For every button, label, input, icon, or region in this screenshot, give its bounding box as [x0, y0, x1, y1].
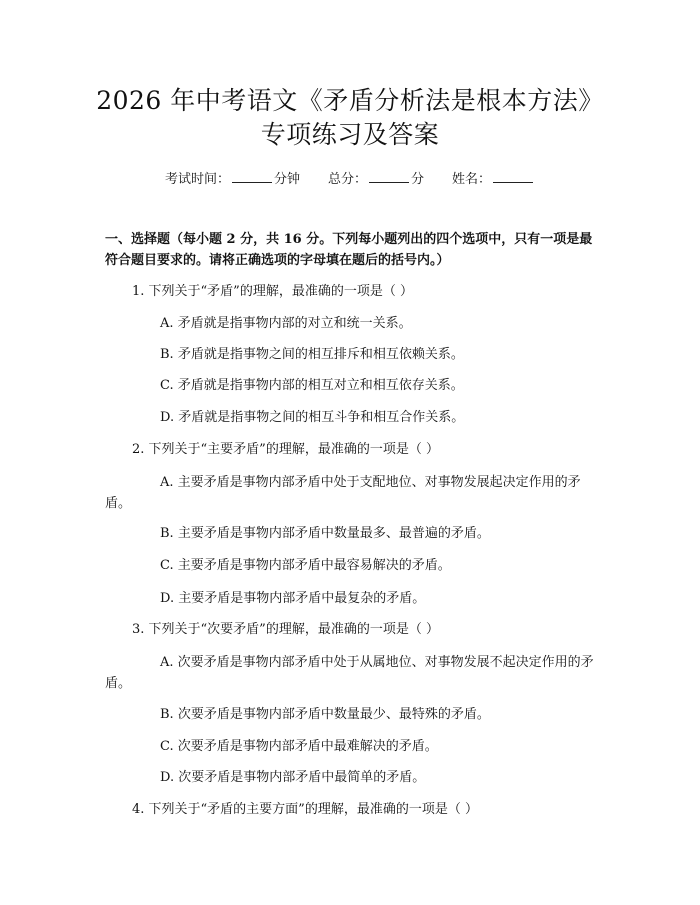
page-title-line-2: 专项练习及答案 [260, 120, 440, 149]
question-1-option-d: D. 矛盾就是指事物之间的相互斗争和相互合作关系。 [160, 410, 465, 425]
question-3-option-a: A. 次要矛盾是事物内部矛盾中处于从属地位、对事物发展不起决定作用的矛盾。 [105, 655, 594, 691]
time-blank[interactable] [232, 170, 272, 183]
score-blank[interactable] [369, 170, 409, 183]
page-title-line-1: 2026 年中考语文《矛盾分析法是根本方法》 [96, 86, 604, 115]
question-2-option-a: A. 主要矛盾是事物内部矛盾中处于支配地位、对事物发展起决定作用的矛盾。 [105, 475, 581, 511]
score-label: 总分： [327, 172, 367, 187]
question-1-option-a: A. 矛盾就是指事物内部的对立和统一关系。 [160, 316, 412, 331]
question-2-stem: 2. 下列关于“主要矛盾”的理解，最准确的一项是（ ） [132, 442, 439, 457]
question-3-option-b: B. 次要矛盾是事物内部矛盾中数量最少、最特殊的矛盾。 [160, 707, 490, 722]
question-2-option-c: C. 主要矛盾是事物内部矛盾中最容易解决的矛盾。 [160, 558, 451, 573]
score-unit: 分 [411, 172, 425, 187]
question-1-option-b: B. 矛盾就是指事物之间的相互排斥和相互依赖关系。 [160, 347, 464, 362]
question-1-option-c: C. 矛盾就是指事物内部的相互对立和相互依存关系。 [160, 378, 464, 393]
time-unit: 分钟 [273, 172, 300, 187]
question-2-option-d: D. 主要矛盾是事物内部矛盾中最复杂的矛盾。 [160, 591, 426, 606]
exam-meta [0, 170, 700, 189]
question-1-stem: 1. 下列关于“矛盾”的理解，最准确的一项是（ ） [132, 284, 413, 299]
name-blank[interactable] [493, 170, 533, 183]
question-3-stem: 3. 下列关于“次要矛盾”的理解，最准确的一项是（ ） [132, 622, 439, 637]
question-2-option-b: B. 主要矛盾是事物内部矛盾中数量最多、最普遍的矛盾。 [160, 526, 490, 541]
question-3-option-c: C. 次要矛盾是事物内部矛盾中最难解决的矛盾。 [160, 739, 438, 754]
time-label: 考试时间： [164, 172, 230, 187]
question-3-option-d: D. 次要矛盾是事物内部矛盾中最简单的矛盾。 [160, 770, 426, 785]
question-4-stem: 4. 下列关于“矛盾的主要方面”的理解，最准确的一项是（ ） [132, 802, 478, 817]
section-heading: 一、选择题（每小题 2 分，共 16 分。下列每小题列出的四个选项中，只有一项是最符合题目要求的。请将正确选项的字母填在题后的括号内。） [105, 232, 593, 268]
name-label: 姓名： [452, 172, 492, 187]
